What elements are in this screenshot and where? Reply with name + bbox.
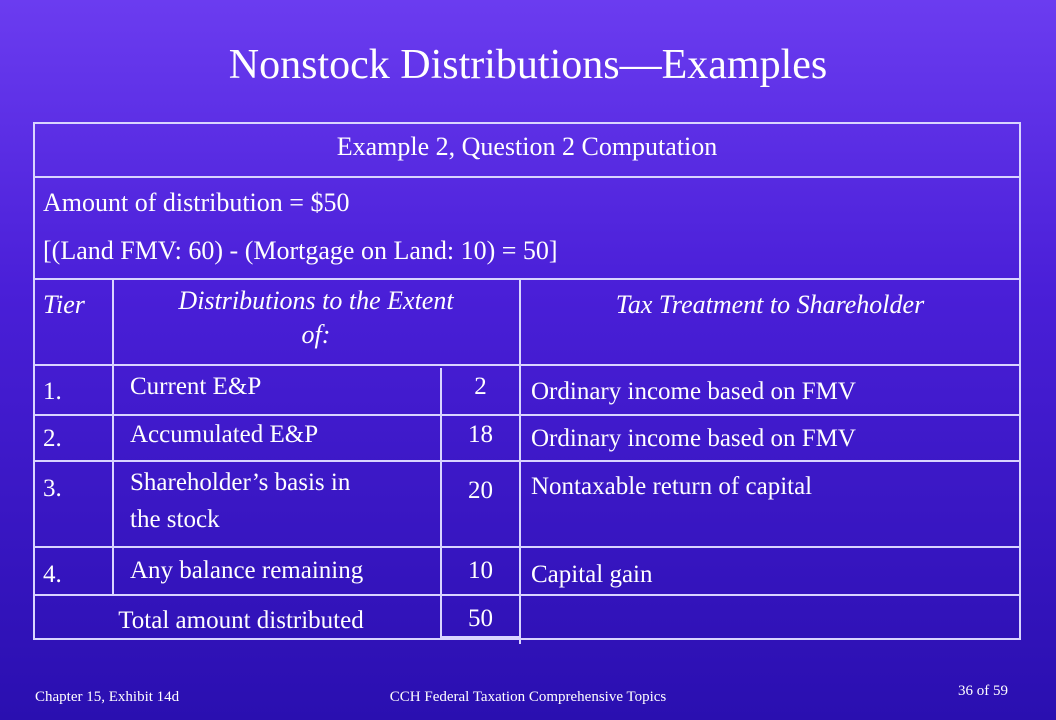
- distribution-amount: 18: [468, 421, 493, 448]
- column-header-distributions-line2: of:: [301, 320, 331, 349]
- tier-number: 3.: [43, 475, 62, 502]
- tax-treatment: Nontaxable return of capital: [531, 473, 813, 500]
- rule-below-amount: [33, 278, 1021, 280]
- rule-below-row-4: [33, 594, 1021, 596]
- footer-publisher: CCH Federal Taxation Comprehensive Topics: [389, 689, 667, 705]
- tax-treatment: Ordinary income based on FMV: [531, 378, 856, 405]
- rule-below-row-3: [33, 546, 1021, 548]
- distribution-source: Any balance remaining: [130, 557, 364, 584]
- formula-line: [(Land FMV: 60) - (Mortgage on Land: 10) = 50]: [43, 236, 558, 265]
- slide-title: Nonstock Distributions—Examples: [228, 42, 828, 88]
- tax-treatment: Ordinary income based on FMV: [531, 425, 856, 452]
- total-box-bottom-rule: [440, 636, 521, 638]
- rule-below-heading: [33, 176, 1021, 178]
- total-label: Total amount distributed: [118, 607, 364, 634]
- distribution-source-continued: the stock: [130, 506, 220, 533]
- page-number: 36 of 59: [958, 683, 1008, 699]
- column-header-distributions-line1: Distributions to the Extent: [178, 286, 454, 315]
- distribution-source: Accumulated E&P: [130, 421, 319, 448]
- footer-chapter: Chapter 15, Exhibit 14d: [35, 689, 180, 705]
- rule-below-row-2: [33, 460, 1021, 462]
- tier-number: 4.: [43, 561, 62, 588]
- tier-number: 2.: [43, 425, 62, 452]
- tier-number: 1.: [43, 378, 62, 405]
- distribution-amount: 20: [468, 477, 493, 504]
- distribution-source: Shareholder’s basis in: [130, 469, 351, 496]
- distribution-source: Current E&P: [130, 373, 262, 400]
- column-header-tier: Tier: [43, 290, 85, 319]
- total-amount: 50: [468, 605, 493, 632]
- tax-treatment: Capital gain: [531, 561, 653, 588]
- table-heading: Example 2, Question 2 Computation: [336, 132, 718, 161]
- distribution-amount: 2: [474, 373, 487, 400]
- distribution-amount: 10: [468, 557, 493, 584]
- column-header-treatment: Tax Treatment to Shareholder: [615, 290, 925, 319]
- amount-line: Amount of distribution = $50: [43, 188, 350, 217]
- rule-below-row-1: [33, 414, 1021, 416]
- rule-below-columns: [33, 364, 1021, 366]
